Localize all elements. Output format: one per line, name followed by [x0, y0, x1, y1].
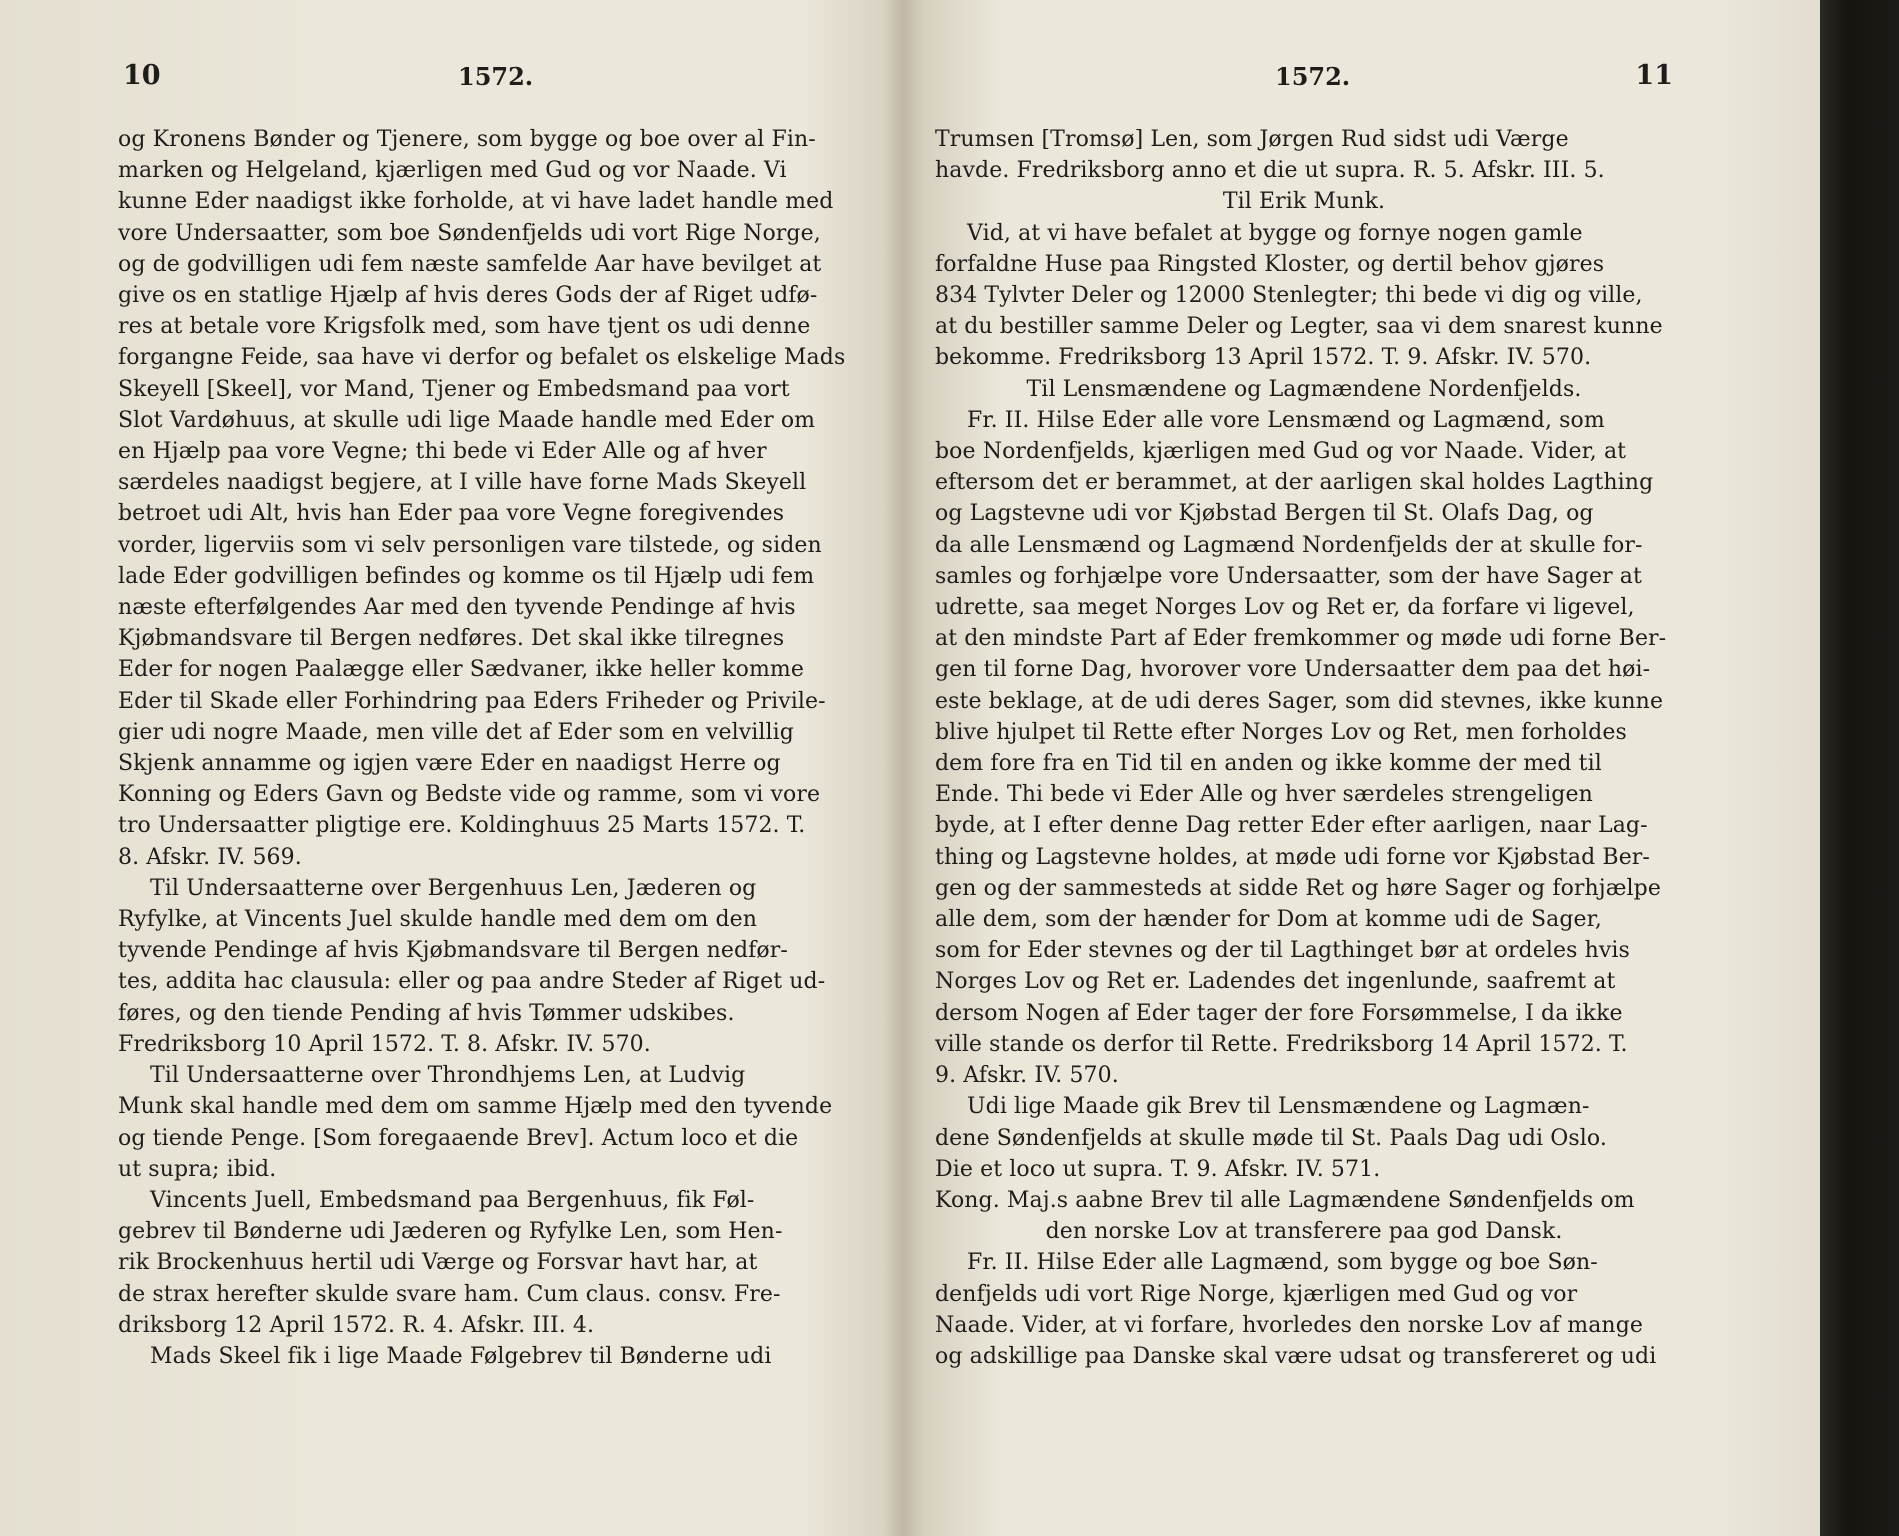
left-page-number: 10: [123, 60, 161, 91]
text-line: dem fore fra en Tid til en anden og ikke komme der med til: [935, 751, 1602, 777]
text-line: dene Søndenfjelds at skulle møde til St. Paals Dag udi Oslo.: [935, 1125, 1607, 1151]
text-line: Til Undersaatterne over Throndhjems Len, at Ludvig: [150, 1063, 746, 1089]
text-line: driksborg 12 April 1572. R. 4. Afskr. III. 4.: [118, 1312, 595, 1338]
text-line: Skeyell [Skeel], vor Mand, Tjener og Embedsmand paa vort: [118, 376, 790, 402]
text-line: Mads Skeel fik i lige Maade Følgebrev til Bønderne udi: [150, 1343, 772, 1369]
text-line: kunne Eder naadigst ikke forholde, at vi have ladet handle med: [118, 189, 834, 215]
text-line: gier udi nogre Maade, men ville det af Eder som en velvillig: [118, 719, 794, 745]
text-line: Naade. Vider, at vi forfare, hvorledes den norske Lov af mange: [935, 1312, 1643, 1338]
text-line: Fr. II. Hilse Eder alle Lagmænd, som bygge og boe Søn-: [967, 1250, 1598, 1276]
left-page-text: [118, 124, 848, 1372]
text-line: næste efterfølgendes Aar med den tyvende Pendinge af hvis: [118, 595, 796, 621]
right-page: [935, 60, 1673, 1372]
text-line: de strax herefter skulde svare ham. Cum claus. consv. Fre-: [118, 1281, 781, 1307]
text-line: Die et loco ut supra. T. 9. Afskr. IV. 571.: [935, 1156, 1381, 1182]
text-line: rik Brockenhuus hertil udi Værge og Forsvar havt har, at: [118, 1250, 758, 1276]
text-line: Konning og Eders Gavn og Bedste vide og ramme, som vi vore: [118, 782, 821, 808]
text-line: marken og Helgeland, kjærligen med Gud og vor Naade. Vi: [118, 158, 787, 184]
right-page-text: [935, 124, 1673, 1372]
text-line: 834 Tylvter Deler og 12000 Stenlegter; thi bede vi dig og ville,: [935, 283, 1643, 309]
text-line: Udi lige Maade gik Brev til Lensmændene og Lagmæn-: [967, 1094, 1590, 1120]
text-line: Fr. II. Hilse Eder alle vore Lensmænd og Lagmænd, som: [967, 407, 1605, 433]
scanner-background: [1820, 0, 1899, 1536]
right-page-header: [935, 60, 1673, 100]
text-line: samles og forhjælpe vore Undersaatter, som der have Sager at: [935, 563, 1642, 589]
text-line: at den mindste Part af Eder fremkommer og møde udi forne Ber-: [935, 626, 1667, 652]
section-heading: Til Erik Munk.: [1222, 189, 1386, 215]
text-line: ut supra; ibid.: [118, 1156, 277, 1182]
text-line: at du bestiller samme Deler og Legter, saa vi dem snarest kunne: [935, 314, 1663, 340]
text-line: Eder for nogen Paalægge eller Sædvaner, ikke heller komme: [118, 657, 804, 683]
text-line: este beklage, at de udi deres Sager, som did stevnes, ikke kunne: [935, 688, 1664, 714]
text-line: særdeles naadigst begjere, at I ville have forne Mads Skeyell: [118, 470, 807, 496]
text-line: Eder til Skade eller Forhindring paa Eders Friheder og Privile-: [118, 688, 826, 714]
text-line: ville stande os derfor til Rette. Fredriksborg 14 April 1572. T.: [935, 1031, 1628, 1057]
text-line: 9. Afskr. IV. 570.: [935, 1063, 1119, 1089]
text-line: byde, at I efter denne Dag retter Eder efter aarligen, naar Lag-: [935, 813, 1648, 839]
section-heading: Til Lensmændene og Lagmændene Nordenfjelds.: [1026, 376, 1582, 402]
text-line: dersom Nogen af Eder tager der fore Forsømmelse, I da ikke: [935, 1000, 1623, 1026]
text-line: Vid, at vi have befalet at bygge og fornye nogen gamle: [967, 220, 1583, 246]
text-line: betroet udi Alt, hvis han Eder paa vore Vegne foregivendes: [118, 501, 785, 527]
text-line: boe Nordenfjelds, kjærligen med Gud og vor Naade. Vider, at: [935, 439, 1627, 465]
text-line: udrette, saa meget Norges Lov og Ret er, da forfare vi ligevel,: [935, 595, 1635, 621]
left-page-header: [118, 60, 848, 100]
text-line: eftersom det er berammet, at der aarligen skal holdes Lagthing: [935, 470, 1654, 496]
text-line: og adskillige paa Danske skal være udsat og transfereret og udi: [935, 1343, 1657, 1369]
text-line: Ende. Thi bede vi Eder Alle og hver særdeles strengeligen: [935, 782, 1593, 808]
section-heading: den norske Lov at transferere paa god Dansk.: [1045, 1219, 1563, 1245]
text-line: gebrev til Bønderne udi Jæderen og Ryfylke Len, som Hen-: [118, 1219, 783, 1245]
text-line: Fredriksborg 10 April 1572. T. 8. Afskr. IV. 570.: [118, 1031, 651, 1057]
text-line: Til Undersaatterne over Bergenhuus Len, Jæderen og: [150, 875, 757, 901]
text-line: og Lagstevne udi vor Kjøbstad Bergen til St. Olafs Dag, og: [935, 501, 1594, 527]
text-line: og de godvilligen udi fem næste samfelde Aar have bevilget at: [118, 251, 822, 277]
text-line: føres, og den tiende Pending af hvis Tømmer udskibes.: [118, 1000, 735, 1026]
text-line: en Hjælp paa vore Vegne; thi bede vi Eder Alle og af hver: [118, 439, 767, 465]
text-line: og tiende Penge. [Som foregaaende Brev]. Actum loco et die: [118, 1125, 799, 1151]
text-line: havde. Fredriksborg anno et die ut supra. R. 5. Afskr. III. 5.: [935, 158, 1605, 184]
text-line: forgangne Feide, saa have vi derfor og befalet os elskelige Mads: [118, 345, 846, 371]
text-line: Trumsen [Tromsø] Len, som Jørgen Rud sidst udi Værge: [935, 127, 1569, 152]
text-line: da alle Lensmænd og Lagmænd Nordenfjelds der at skulle for-: [935, 532, 1643, 558]
text-line: Kjøbmandsvare til Bergen nedføres. Det skal ikke tilregnes: [118, 626, 785, 652]
text-line: give os en statlige Hjælp af hvis deres Gods der af Riget udfø-: [118, 283, 818, 309]
text-line: vore Undersaatter, som boe Søndenfjelds udi vort Rige Norge,: [118, 220, 821, 246]
text-line: gen til forne Dag, hvorover vore Undersaatter dem paa det høi-: [935, 657, 1651, 683]
text-line: thing og Lagstevne holdes, at møde udi forne vor Kjøbstad Ber-: [935, 844, 1650, 870]
text-line: og Kronens Bønder og Tjenere, som bygge og boe over al Fin-: [118, 127, 816, 152]
text-line: lade Eder godvilligen befindes og komme os til Hjælp udi fem: [118, 563, 815, 589]
text-line: Norges Lov og Ret er. Ladendes det ingenlunde, saafremt at: [935, 969, 1616, 995]
text-line: 8. Afskr. IV. 569.: [118, 844, 302, 870]
text-line: Skjenk annamme og igjen være Eder en naadigst Herre og: [118, 751, 781, 777]
text-line: alle dem, som der hænder for Dom at komme udi de Sager,: [935, 907, 1602, 933]
text-line: Munk skal handle med dem om samme Hjælp med den tyvende: [118, 1094, 833, 1120]
text-line: blive hjulpet til Rette efter Norges Lov og Ret, men forholdes: [935, 719, 1627, 745]
text-line: tyvende Pendinge af hvis Kjøbmandsvare til Bergen nedfør-: [118, 938, 788, 964]
text-line: forfaldne Huse paa Ringsted Kloster, og dertil behov gjøres: [935, 251, 1605, 277]
text-line: res at betale vore Krigsfolk med, som have tjent os udi denne: [118, 314, 811, 340]
text-line: Slot Vardøhuus, at skulle udi lige Maade handle med Eder om: [118, 407, 816, 433]
right-page-number: 11: [1635, 60, 1673, 91]
text-line: tes, addita hac clausula: eller og paa andre Steder af Riget ud-: [118, 969, 826, 995]
text-line: tro Undersaatter pligtige ere. Koldinghuus 25 Marts 1572. T.: [118, 813, 806, 839]
text-line: denfjelds udi vort Rige Norge, kjærligen med Gud og vor: [935, 1281, 1578, 1307]
text-line: bekomme. Fredriksborg 13 April 1572. T. 9. Afskr. IV. 570.: [935, 345, 1592, 371]
text-line: Ryfylke, at Vincents Juel skulde handle med dem om den: [118, 907, 758, 933]
text-line: gen og der sammesteds at sidde Ret og høre Sager og forhjælpe: [935, 875, 1661, 901]
text-line: som for Eder stevnes og der til Lagthinget bør at ordeles hvis: [935, 938, 1630, 964]
text-line: Vincents Juell, Embedsmand paa Bergenhuus, fik Føl-: [150, 1187, 755, 1213]
left-page-year: 1572.: [458, 62, 534, 91]
section-heading: Kong. Maj.s aabne Brev til alle Lagmændene Søndenfjelds om: [935, 1187, 1635, 1213]
left-page: [118, 60, 848, 1372]
text-line: vorder, ligerviis som vi selv personligen vare tilstede, og siden: [118, 532, 822, 558]
right-page-year: 1572.: [1275, 62, 1351, 91]
